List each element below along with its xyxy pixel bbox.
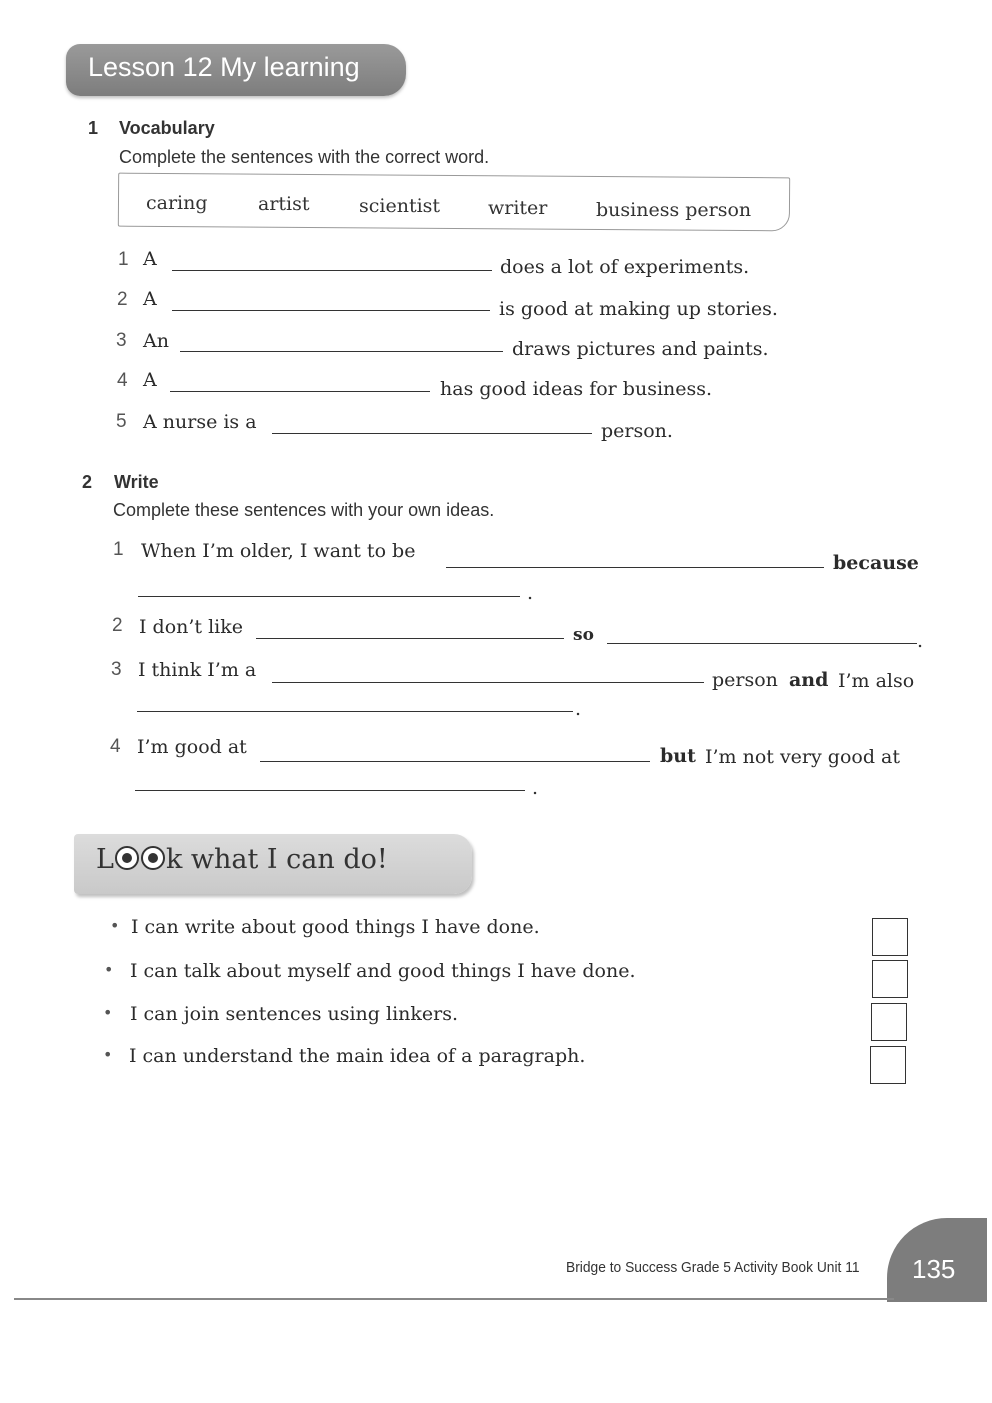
- item-text: I don’t like: [139, 616, 244, 638]
- section-2-title: Write: [114, 472, 159, 492]
- can-do-checkbox[interactable]: [871, 1003, 907, 1041]
- eye-icon: [141, 846, 165, 870]
- bullet-icon: •: [103, 1045, 113, 1064]
- word-bank-item: scientist: [359, 195, 441, 217]
- can-do-item: I can write about good things I have done.: [131, 916, 540, 938]
- item-text: I’m good at: [137, 736, 247, 758]
- eye-icon: [115, 846, 139, 870]
- word-bank-item: caring: [146, 192, 208, 214]
- can-do-checkbox[interactable]: [872, 918, 908, 956]
- answer-blank[interactable]: [172, 310, 490, 311]
- item-end: .: [917, 630, 924, 652]
- item-text: A nurse is a: [143, 411, 257, 433]
- item-text: An: [143, 330, 169, 352]
- section-1-title: Vocabulary: [119, 118, 215, 138]
- answer-blank[interactable]: [137, 711, 573, 712]
- item-text: does a lot of experiments.: [500, 256, 750, 278]
- connector-word: but: [660, 745, 696, 767]
- word-bank-item: business person: [596, 199, 752, 221]
- answer-blank[interactable]: [138, 596, 520, 597]
- item-text: has good ideas for business.: [440, 378, 713, 400]
- can-do-checkbox[interactable]: [870, 1046, 906, 1084]
- item-text: draws pictures and paints.: [512, 338, 769, 360]
- item-text: person: [712, 669, 778, 691]
- connector-word: because: [833, 552, 919, 574]
- item-text: I think I’m a: [138, 659, 257, 681]
- item-number: 2: [112, 615, 123, 636]
- footer-divider: [14, 1298, 894, 1300]
- answer-blank[interactable]: [272, 433, 592, 434]
- connector-word: and: [789, 669, 829, 691]
- page-number: 135: [912, 1254, 956, 1284]
- item-text: I’m not very good at: [705, 746, 900, 768]
- look-title-end: k what I can do!: [165, 844, 388, 875]
- item-end: .: [527, 582, 534, 604]
- can-do-checkbox[interactable]: [872, 960, 908, 998]
- answer-blank[interactable]: [135, 790, 525, 791]
- item-text: person.: [601, 420, 673, 442]
- look-title: [96, 844, 388, 875]
- item-number: 1: [113, 539, 124, 560]
- answer-blank[interactable]: [607, 643, 917, 644]
- section-1-number: 1: [88, 118, 99, 138]
- item-text: is good at making up stories.: [499, 298, 778, 320]
- item-text: A: [143, 369, 157, 391]
- section-1-instruction: Complete the sentences with the correct word.: [119, 147, 490, 167]
- bullet-icon: •: [110, 916, 120, 935]
- item-text: When I’m older, I want to be: [141, 540, 416, 562]
- item-text: A: [143, 288, 157, 310]
- item-text: A: [143, 248, 157, 270]
- item-number: 1: [118, 249, 129, 270]
- section-2-instruction: Complete these sentences with your own ideas.: [113, 500, 495, 520]
- footer-book-title: Bridge to Success Grade 5 Activity Book Unit 11: [566, 1259, 860, 1276]
- answer-blank[interactable]: [446, 567, 824, 568]
- item-end: .: [575, 698, 582, 720]
- item-number: 4: [117, 370, 128, 391]
- bullet-icon: •: [103, 1003, 113, 1022]
- answer-blank[interactable]: [272, 682, 704, 683]
- answer-blank[interactable]: [260, 761, 650, 762]
- answer-blank[interactable]: [256, 638, 564, 639]
- section-2-number: 2: [82, 472, 93, 492]
- can-do-item: I can join sentences using linkers.: [130, 1003, 459, 1025]
- answer-blank[interactable]: [172, 270, 492, 271]
- answer-blank[interactable]: [180, 351, 503, 352]
- item-text: I’m also: [838, 670, 915, 692]
- lesson-title: Lesson 12 My learning: [88, 52, 360, 82]
- can-do-item: I can understand the main idea of a paragraph.: [129, 1045, 586, 1067]
- word-bank-item: artist: [258, 193, 310, 215]
- item-end: .: [532, 777, 539, 799]
- answer-blank[interactable]: [170, 391, 430, 392]
- can-do-item: I can talk about myself and good things I have done.: [130, 960, 636, 982]
- connector-word: so: [573, 625, 594, 645]
- item-number: 3: [116, 330, 127, 351]
- item-number: 2: [117, 289, 128, 310]
- item-number: 3: [111, 659, 122, 680]
- look-title-start: L: [96, 844, 114, 875]
- item-number: 5: [116, 411, 127, 432]
- item-number: 4: [110, 736, 121, 757]
- bullet-icon: •: [104, 960, 114, 979]
- word-bank-item: writer: [488, 197, 548, 219]
